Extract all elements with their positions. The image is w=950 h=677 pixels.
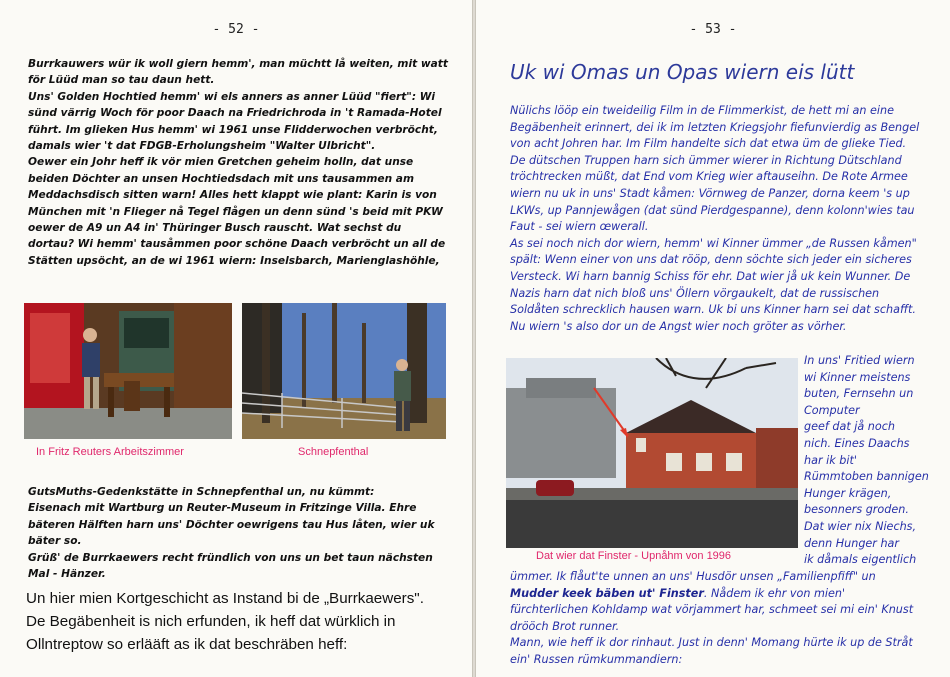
- paragraph: As sei noch nich dor wiern, hemm' wi Kinner ümmer „de Russen kåmen" spält: Wenn einer von uns dat rööp, denn söchte sich jeder ein sicheres Versteck. Wi harn bannig Schiss för ehr. Dat wier jå uk kein Wunner. De Nazis harn dat nich bloß uns' Öllern vörgaukelt, dat de russischen Soldåten schrecklich hausen warn. Uk bi uns Kinner harn sei dat schafft. Nu wiern 's also dor un de Angst wier noch gröter as vörher.: [510, 236, 917, 333]
- photo-caption-schnepfenthal: Schnepfenthal: [298, 446, 369, 458]
- photo-caption-reuter: In Fritz Reuters Arbeitszimmer: [36, 446, 184, 458]
- photo-house-window: [506, 358, 798, 548]
- right-text-block-bottom: [510, 569, 922, 669]
- paragraph: Grüß' de Burrkaewers recht fründlich von uns un bet taun nächsten Mal - Hänzer.: [28, 551, 433, 581]
- side-text-column: [804, 353, 944, 569]
- text-line: wi Kinner meistens: [804, 370, 911, 384]
- left-page: [0, 0, 472, 677]
- text-run: ümmer. Ik flåut'te unnen an uns' Husdör unsen „Familienpfiff" un: [510, 570, 876, 583]
- text-line: Hunger krägen,: [804, 486, 892, 500]
- text-line: ik dåmals eigentlich: [804, 553, 917, 567]
- text-line: buten, Fernsehn un: [804, 387, 914, 401]
- page-number-right: - 53 -: [689, 22, 737, 37]
- text-line: denn Hunger har: [804, 536, 900, 550]
- photo-caption-house: Dat wier dat Finster - Upnåhm von 1996: [536, 550, 732, 562]
- text-line: Computer: [804, 403, 860, 417]
- text-line: geef dat jå noch: [804, 420, 895, 434]
- photo-reuter-study: [24, 303, 232, 439]
- paragraph: Burrkauwers wür ik woll giern hemm', man müchtt lå weiten, mit watt för Lüüd man so tau daun hett.: [28, 58, 448, 87]
- text-line: besonners groden.: [804, 503, 909, 517]
- story-intro: Un hier mien Kortgeschicht as Instand bi de „Burrkaewers". De Begäbenheit is nich erfunden, ik heff dat würklich in Ollntreptow so erlääft as ik dat beschräben heff:: [26, 590, 424, 653]
- paragraph: Mann, wie heff ik dor rinhaut. Just in denn' Momang hürte ik up de Stråt ein' Russen rümkummandiern:: [510, 636, 913, 666]
- left-text-block-top: [28, 56, 448, 269]
- paragraph: GutsMuths-Gedenkstätte in Schnepfenthal un, nu kümmt:: [28, 486, 375, 498]
- paragraph: Uns' Golden Hochtied hemm' wi els anners as anner Lüüd "fiert": Wi sünd värrig Woch för poor Daach na Friedrichroda in 't Ramada-Hotel führt. Im glieken Hus hemm' wi 1961 unse Flidderwochen verbröcht, damals wier 't dat FDGB-Erholungsheim "Walter Ulbricht".: [28, 90, 442, 153]
- left-text-block-bottom: [28, 484, 448, 582]
- photo-schnepfenthal: [242, 303, 446, 439]
- text-run-bold: Mudder keek bäben ut' Finster: [510, 586, 704, 600]
- text-line: Rümmtoben bannigen: [804, 470, 929, 484]
- paragraph: De dütschen Truppen harn sich ümmer wierer in Richtung Dütschland tröchtrecken müßt, dat End vom Krieg wier aftauseihn. De Rote Armee wiern nu uk in uns' Stadt kåmen: Vörnweg de Panzer, dorna keem 's up LKWs, up Pannjewågen (dat sünd Pierdgespanne), denn kolonn'wies tau Faut - sei wiern œwerall.: [510, 153, 915, 234]
- paragraph: Eisenach mit Wartburg un Reuter-Museum in Fritzinge Villa. Ehre bäteren Hälften harn uns' Döchter oewrigens tau Hus låten, wier uk bäter so.: [28, 502, 435, 548]
- story-title: Uk wi Omas un Opas wiern eis lütt: [510, 60, 855, 84]
- text-run: . Nådem ik ehr von mien' fürchterlichen Kohldamp wat vörjammert har, schmeet sei mi ein' Knust drööch Brot runner.: [510, 586, 914, 633]
- text-line: In uns' Fritied wiern: [804, 354, 915, 367]
- text-line: Dat wier nix Niechs,: [804, 519, 917, 533]
- page-number-left: - 52 -: [212, 22, 260, 37]
- right-page: [476, 0, 950, 677]
- paragraph: Nülichs lööp ein tweideilig Film in de Flimmerkist, de hett mi an eine Begäbenheit erinnert, dei ik im letzten Kriegsjohr fiefunvierdig as Bengel von acht Johren har. Im Film handelte sich dat etwa üm de glieke Tied.: [510, 104, 920, 151]
- paragraph: Oewer ein Johr heff ik vör mien Gretchen geheim holln, dat unse beiden Döchter an unsen Hochtiedsdach mit uns tausammen am Meddachsdisch sitten warn! Alles hett klappt wie plant: Karin is von München mit 'n Flieger nå Tegel flågen un denn sünd 's beid mit PKW oewer de A9 un A4 in' Thüringer Busch rauscht. Wat sechst du dortau? Wi hemm' tausåmmen poor schöne Daach verbröcht un all de Stätten upsöcht, an de wi 1961 wiern: Inselsbarch, Marienglashöhle,: [28, 156, 446, 267]
- right-text-block-top: [510, 103, 920, 335]
- text-line: nich. Eines Daachs: [804, 436, 910, 450]
- text-line: har ik bit': [804, 453, 857, 467]
- paragraph: [510, 569, 922, 635]
